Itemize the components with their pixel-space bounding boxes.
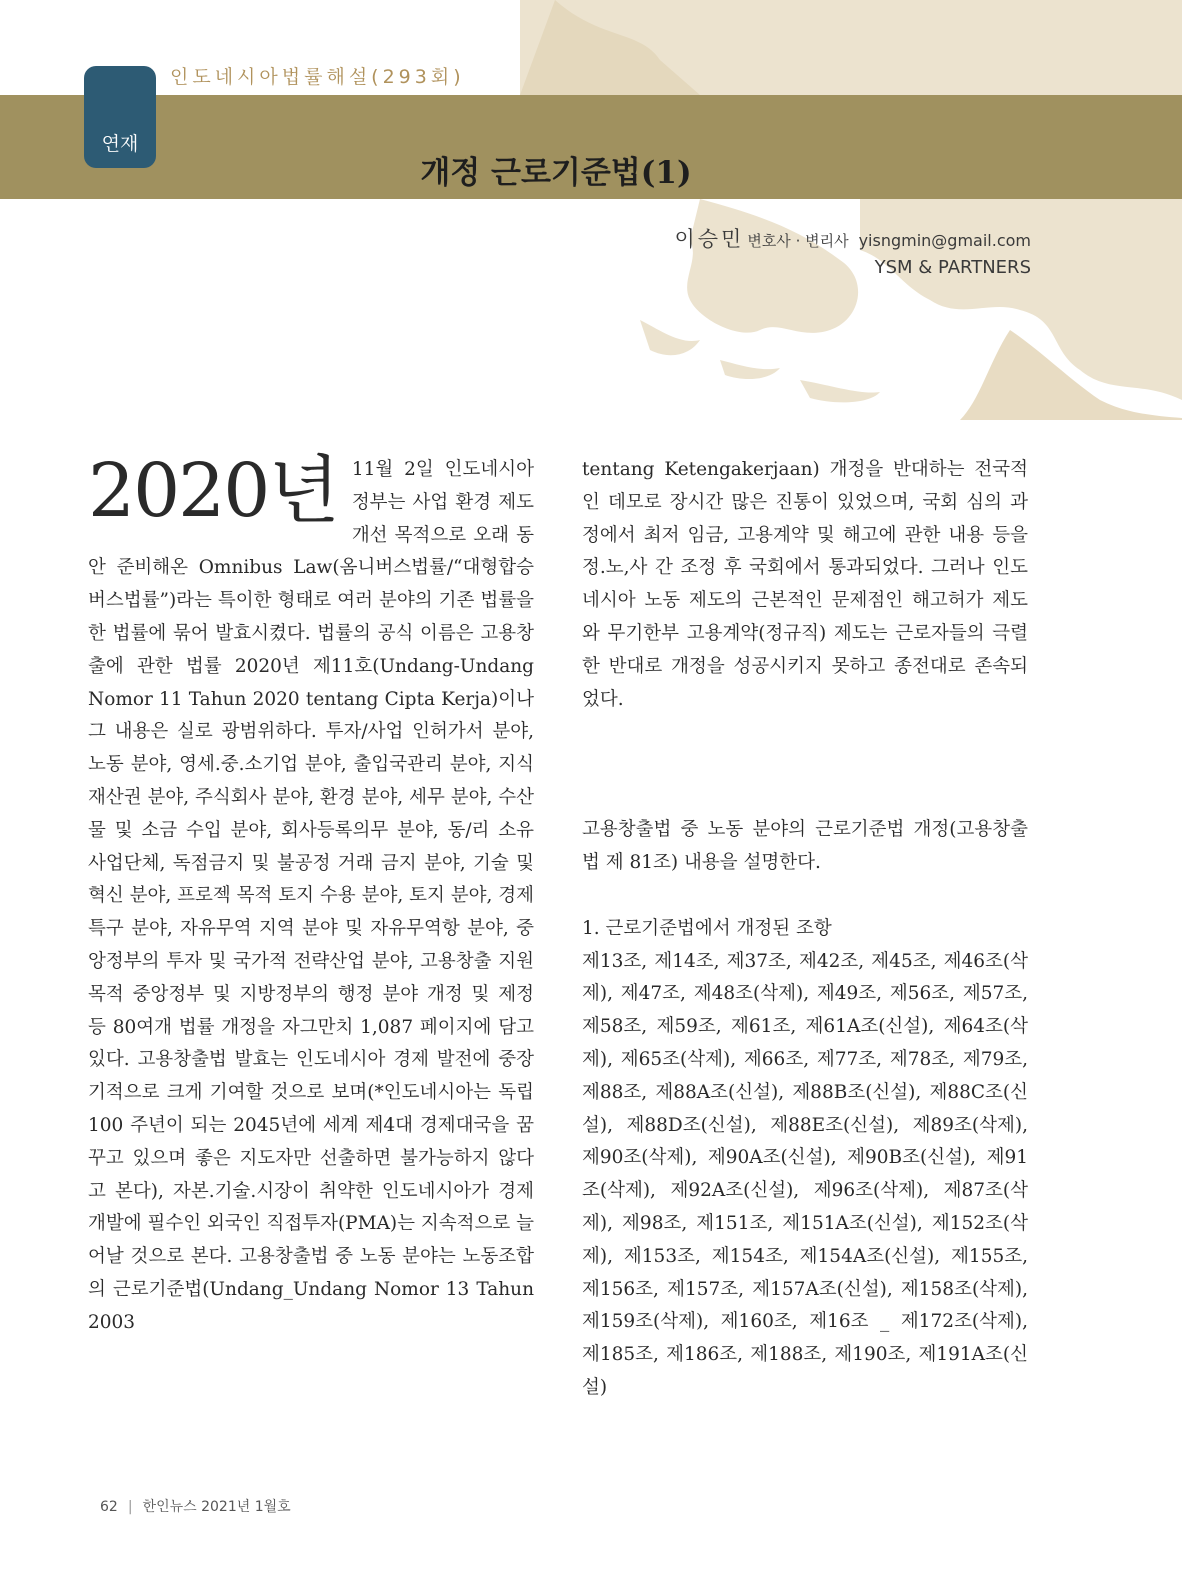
author-name: 이승민 xyxy=(674,227,745,251)
paragraph-spacer xyxy=(582,716,1028,814)
left-column-text: 11월 2일 인도네시아 정부는 사업 환경 제도 개선 목적으로 오래 동안 준비해온 Omnibus Law(옴니버스법률/“대형합승버스법률”)라는 특이한 형태로 여러 분야의 기존 법률을 한 법률에 묶어 발효시켰다. 법률의 공식 이름은 고용창출에 관한 법률 2020년 제11호(Undang-Undang Nomor 11 Tahun 2020 tentang Cipta Kerja)이나 그 내용은 실로 광범위하다. 투자/사업 인허가서 분야, 노동 분야, 영세.중.소기업 분야, 출입국관리 분야, 지식재산권 분야, 주식회사 분야, 환경 분야, 세무 분야, 수산물 및 소금 수입 분야, 회사등록의무 분야, 동/리 소유 사업단체, 독점금지 및 불공정 거래 금지 분야, 기술 및 혁신 분야, 프로젝 목적 토지 수용 분야, 토지 분야, 경제특구 분야, 자유무역 지역 분야 및 자유무역항 분야, 중앙정부의 투자 및 국가적 전략산업 분야, 고용창출 지원 목적 중앙정부 및 지방정부의 행정 분야 개정 및 제정 등 80여개 법률 개정을 자그만치 1,087 페이지에 담고 있다. 고용창출법 발효는 인도네시아 경제 발전에 중장기적으로 크게 기여할 것으로 보며(*인도네시아는 독립 100 주년이 되는 2045년에 세계 제4대 경제대국을 꿈꾸고 있으며 좋은 지도자만 선출하면 불가능하지 않다고 본다), 자본.기술.시장이 취약한 인도네시아가 경제 개발에 필수인 외국인 직접투자(PMA)는 지속적으로 늘어날 것으로 본다. 고용창출법 중 노동 분야는 노동조합의 근로기준법(Undang_Undang Nomor 13 Tahun 2003 xyxy=(88,459,535,1333)
series-title: 인도네시아법률해설(293회) xyxy=(170,66,465,88)
author-line xyxy=(674,226,1031,254)
section-1-text: 제13조, 제14조, 제37조, 제42조, 제45조, 제46조(삭제), 제47조, 제48조(삭제), 제49조, 제56조, 제57조, 제58조, 제59조, 제61조, 제61A조(신설), 제64조(삭제), 제65조(삭제), 제66조, 제77조, 제78조, 제79조, 제88조, 제88A조(신설), 제88B조(신설), 제88C조(신설), 제88D조(신설), 제88E조(신설), 제89조(삭제), 제90조(삭제), 제90A조(신설), 제90B조(신설), 제91조(삭제), 제92A조(신설), 제96조(삭제), 제87조(삭제), 제98조, 제151조, 제151A조(신설), 제152조(삭제), 제153조, 제154조, 제154A조(신설), 제155조, 제156조, 제157조, 제157A조(신설), 제158조(삭제), 제159조(삭제), 제160조, 제16조 _ 제172조(삭제), 제185조, 제186조, 제188조, 제190조, 제191A조(신설) xyxy=(582,950,1028,1398)
publication-info: 한인뉴스 2021년 1월호 xyxy=(142,1499,291,1515)
page-footer xyxy=(100,1496,291,1516)
author-email: yisngmin@gmail.com xyxy=(858,231,1031,250)
left-column xyxy=(88,448,535,1340)
drop-cap: 2020년 xyxy=(88,448,338,534)
footer-separator: | xyxy=(127,1499,133,1515)
right-paragraph-1: tentang Ketengakerjaan) 개정을 반대하는 전국적인 데모로 장시간 많은 진통이 있었으며, 국회 심의 과정에서 최저 임금, 고용계약 및 해고에 관한 내용 등을 정.노,사 간 조정 후 국회에서 통과되었다. 그러나 인도네시아 노동 제도의 근본적인 문제점인 해고허가 제도와 무기한부 고용계약(정규직) 제도는 근로자들의 극렬한 반대로 개정을 성공시키지 못하고 종전대로 존속되었다. xyxy=(582,459,1028,710)
right-paragraph-2: 고용창출법 중 노동 분야의 근로기준법 개정(고용창출법 제 81조) 내용을 설명한다. xyxy=(582,819,1028,874)
serial-label: 연재 xyxy=(101,133,139,155)
article-title: 개정 근로기준법(1) xyxy=(420,154,692,191)
page-number: 62 xyxy=(100,1499,118,1515)
author-title: 변호사 · 변리사 xyxy=(747,232,849,250)
author-block xyxy=(674,226,1031,282)
right-column xyxy=(582,454,1028,1405)
section-1-heading: 1. 근로기준법에서 개정된 조항 xyxy=(582,917,832,939)
paragraph-gap xyxy=(582,880,1028,913)
author-firm: YSM & PARTNERS xyxy=(874,257,1031,278)
